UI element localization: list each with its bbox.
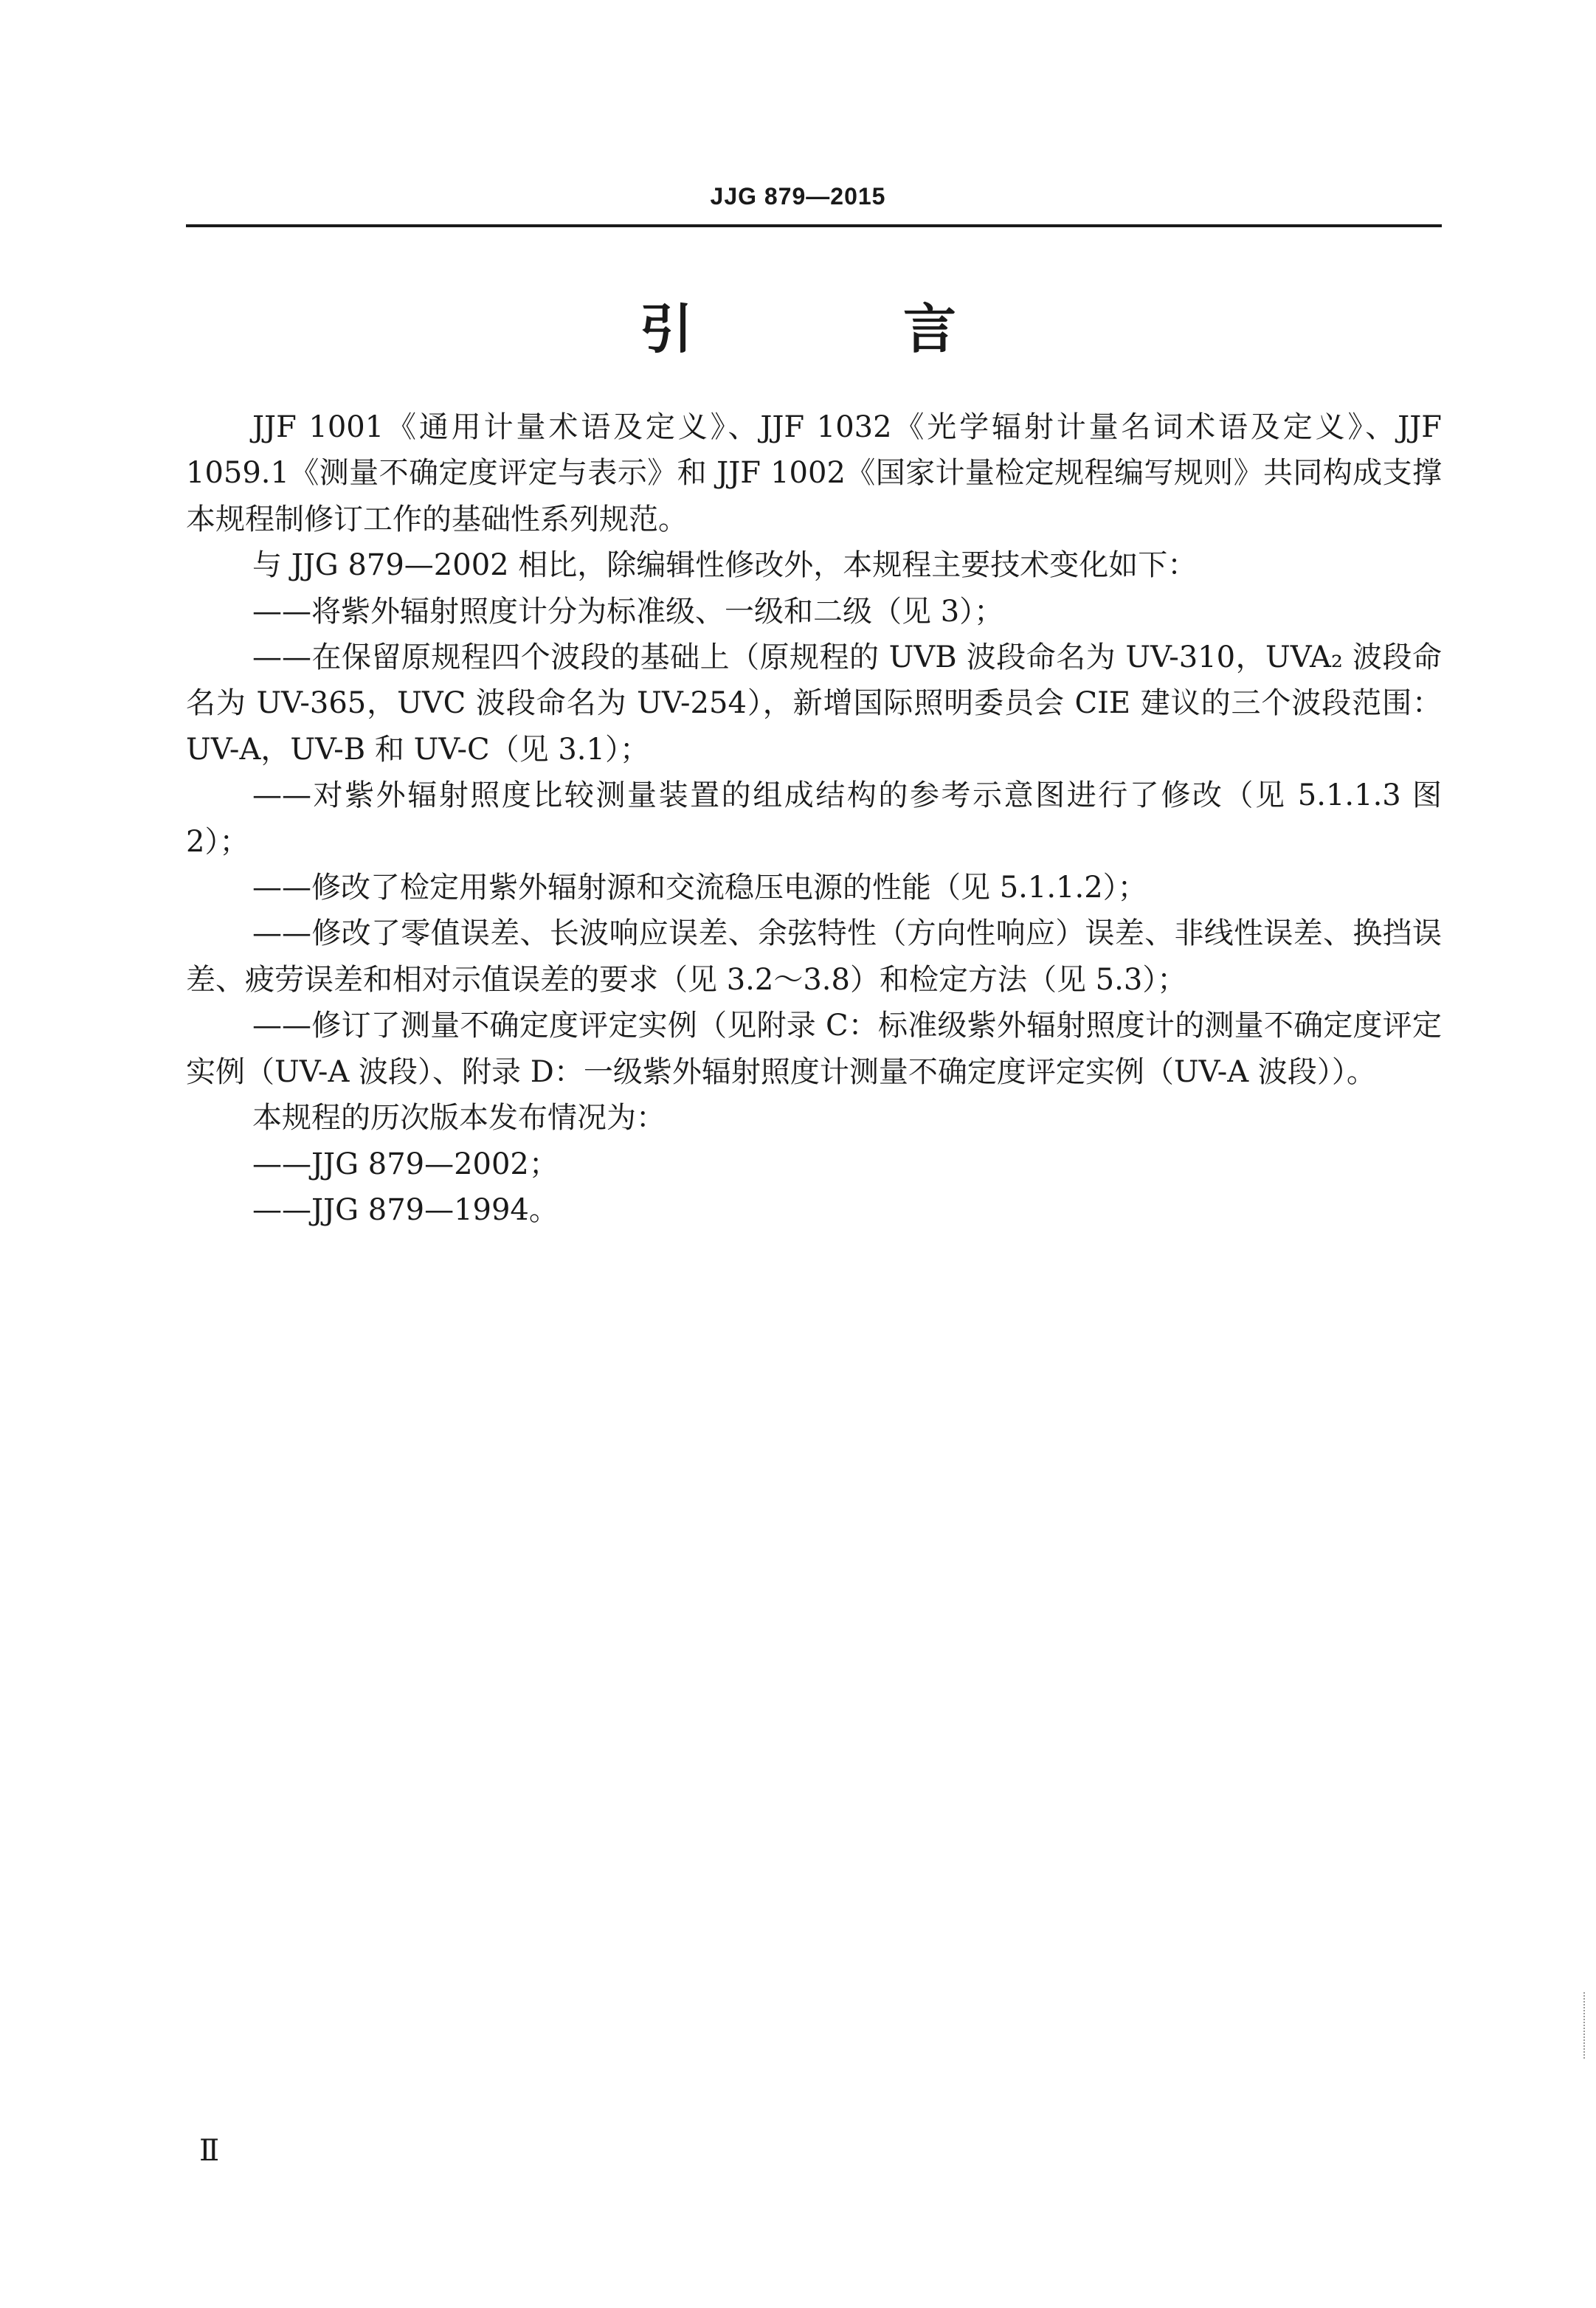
scan-margin-marks bbox=[1583, 1992, 1588, 2059]
history-item-2002: ——JJG 879—2002； bbox=[252, 1147, 559, 1181]
change-item-bands: ——在保留原规程四个波段的基础上（原规程的 UVB 波段命名为 UV-310，UVA₂ 波段命名为 UV-365，UVC 波段命名为 UV-254），新增国际照明委员会 CIE 建议的三个波段范围：UV-A，UV-B 和 UV-C（见 3.1）； bbox=[186, 640, 1442, 767]
body-text bbox=[186, 404, 1442, 1233]
change-item-diagram: ——对紫外辐射照度比较测量装置的组成结构的参考示意图进行了修改（见 5.1.1.3 图 2）； bbox=[186, 778, 1442, 859]
change-item-errors: ——修改了零值误差、长波响应误差、余弦特性（方向性响应）误差、非线性误差、换挡误差、疲劳误差和相对示值误差的要求（见 3.2～3.8）和检定方法（见 5.3）； bbox=[186, 916, 1442, 997]
page-header-doc-code: JJG 879—2015 bbox=[710, 183, 886, 210]
page-title: 引 言 bbox=[639, 298, 1053, 360]
paragraph-changes-intro: 与 JJG 879—2002 相比，除编辑性修改外，本规程主要技术变化如下： bbox=[252, 548, 1198, 583]
change-item-source: ——修改了检定用紫外辐射源和交流稳压电源的性能（见 5.1.1.2）； bbox=[252, 871, 1147, 905]
header-rule bbox=[186, 224, 1442, 227]
change-item-uncertainty: ——修订了测量不确定度评定实例（见附录 C：标准级紫外辐射照度计的测量不确定度评定实例（UV-A 波段）、附录 D：一级紫外辐射照度计测量不确定度评定实例（UV-A 波段））。 bbox=[186, 1009, 1442, 1089]
history-item-1994: ——JJG 879—1994。 bbox=[252, 1192, 559, 1227]
page-number: Ⅱ bbox=[199, 2134, 220, 2168]
change-item-grades: ——将紫外辐射照度计分为标准级、一级和二级（见 3）； bbox=[252, 594, 1004, 629]
paragraph-history-intro: 本规程的历次版本发布情况为： bbox=[252, 1101, 666, 1136]
paragraph-basis: JJF 1001《通用计量术语及定义》、JJF 1032《光学辐射计量名词术语及定义》、JJF 1059.1《测量不确定度评定与表示》和 JJF 1002《国家计量检定规程编写规则》共同构成支撑本规程制修订工作的基础性系列规范。 bbox=[186, 410, 1442, 536]
